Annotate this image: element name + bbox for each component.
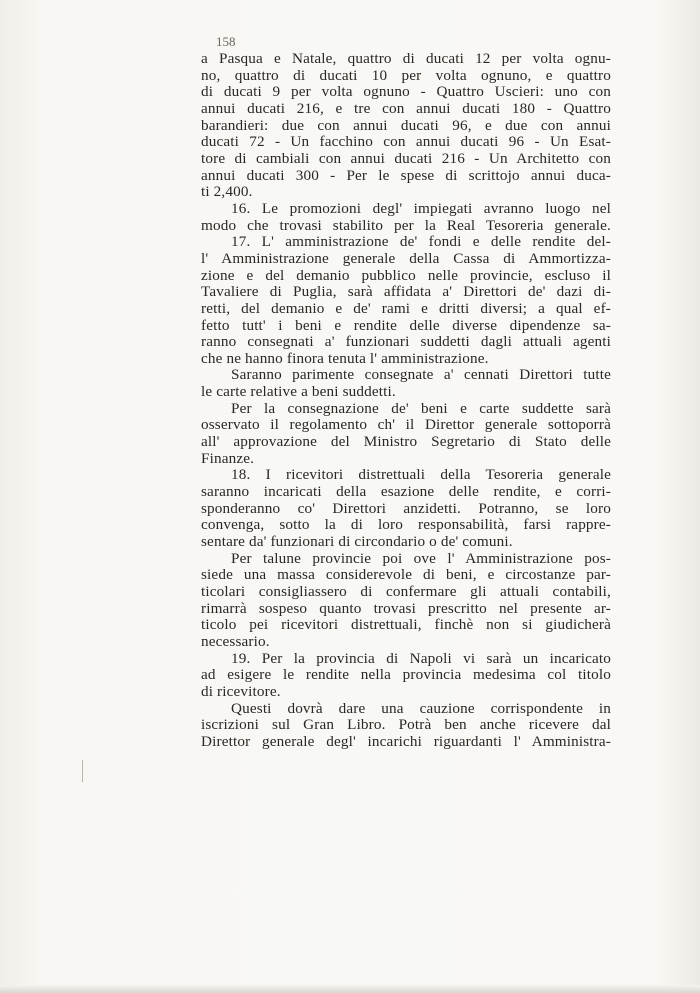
text-line: fetto tutt' i beni e rendite delle diverse dipendenze sa- (201, 316, 611, 334)
text-line: Per la consegnazione de' beni e carte suddette sarà (231, 399, 611, 417)
text-line: ticolari consigliassero di confermare gli attuali contabili, (201, 583, 611, 600)
text-line: all' approvazione del Ministro Segretario di Stato delle (201, 433, 611, 451)
body-text (201, 51, 611, 751)
text-line: Tavaliere di Puglia, sarà affidata a' Direttori de' dazi di- (201, 283, 611, 301)
text-line: zione e del demanio pubblico nelle provincie, escluso il (201, 266, 611, 284)
text-line: barandieri: due con annui ducati 96, e due con annui (201, 116, 611, 134)
text-line: 16. Le promozioni degl' impiegati avranno luogo nel (231, 199, 611, 217)
text-line: Questi dovrà dare una cauzione corrispondente in (231, 699, 611, 717)
text-line: che ne hanno finora tenuta l' amministrazione. (201, 349, 489, 367)
text-line: annui ducati 216, e tre con annui ducati 180 - Quattro (201, 99, 611, 117)
text-line: l' Amministrazione generale della Cassa di Ammortizza- (201, 249, 611, 267)
text-line: ducati 72 - Un facchino con annui ducati 96 - Un Esat- (201, 133, 611, 151)
text-line: a Pasqua e Natale, quattro di ducati 12 per volta ognu- (201, 50, 611, 67)
text-line: iscrizioni sul Gran Libro. Potrà ben anche ricevere dal (201, 716, 611, 734)
text-line: di ducati 9 per volta ognuno - Quattro Uscieri: uno con (201, 83, 611, 101)
text-line: modo che trovasi stabilito per la Real Tesoreria generale. (201, 216, 611, 234)
text-line: 19. Per la provincia di Napoli vi sarà un incaricato (231, 649, 611, 667)
page-bottom-edge (0, 985, 700, 993)
text-line: necessario. (201, 632, 270, 650)
text-line: sponderanno co' Direttori anzidetti. Potranno, se loro (201, 499, 611, 517)
text-line: Finanze. (201, 449, 255, 467)
text-line: no, quattro di ducati 10 per volta ognuno, e quattro (201, 66, 611, 84)
text-line: ticolo pei ricevitori distrettuali, finchè non si giudicherà (201, 616, 611, 634)
text-line: convenga, sotto la di loro responsabilità, farsi rappre- (201, 516, 611, 534)
text-line: osservato il regolamento ch' il Direttor generale sottoporrà (201, 416, 611, 434)
text-line: saranno incaricati della esazione delle rendite, e corri- (201, 483, 611, 501)
margin-mark (82, 760, 83, 782)
text-line: retti, del demanio e de' rami e dritti diversi; a qual ef- (201, 299, 611, 317)
text-line: sentare da' funzionari di circondario o de' comuni. (201, 533, 513, 551)
text-line: 17. L' amministrazione de' fondi e delle rendite del- (231, 233, 611, 251)
text-line: Direttor generale degl' incarichi riguardanti l' Amministra- (201, 732, 611, 750)
text-line: ad esigere le rendite nella provincia medesima col titolo (201, 666, 611, 684)
text-line: siede una massa considerevole di beni, e circostanze par- (201, 566, 611, 584)
text-line: di ricevitore. (201, 682, 281, 700)
text-line: 18. I ricevitori distrettuali della Tesoreria generale (231, 466, 611, 484)
text-line: Saranno parimente consegnate a' cennati Direttori tutte (231, 366, 611, 384)
text-line: rimarrà sospeso quanto trovasi prescritto nel presente ar- (201, 599, 611, 617)
text-line: annui ducati 300 - Per le spese di scrittojo annui duca- (201, 166, 611, 184)
text-line: tore di cambiali con annui ducati 216 - Un Architetto con (201, 149, 611, 167)
text-line: le carte relative a beni suddetti. (201, 383, 396, 401)
text-line: Per talune provincie poi ove l' Amministrazione pos- (231, 549, 611, 567)
text-line: ti 2,400. (201, 183, 253, 201)
text-line: ranno consegnati a' funzionari suddetti dagli attuali agenti (201, 333, 611, 351)
page-number: 158 (216, 34, 236, 49)
